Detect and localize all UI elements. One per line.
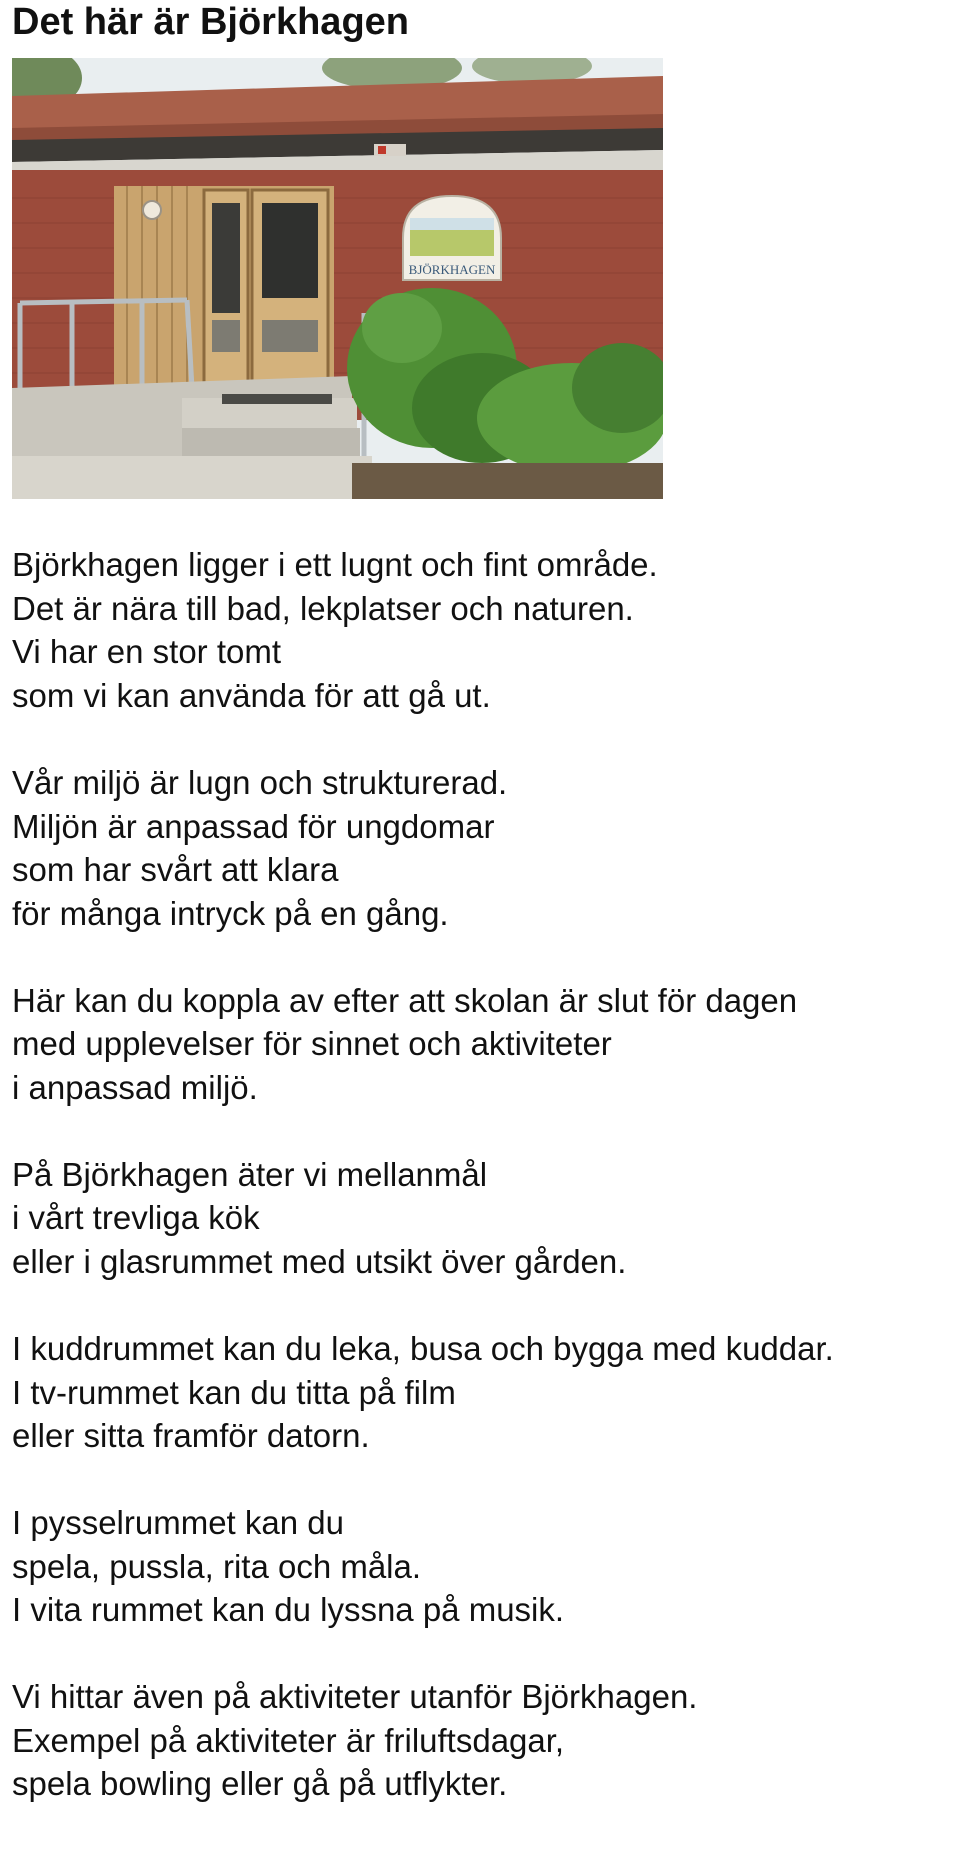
text-line: I kuddrummet kan du leka, busa och bygga med kuddar. bbox=[12, 1329, 834, 1367]
text-line: eller sitta framför datorn. bbox=[12, 1417, 370, 1455]
text-line: i anpassad miljö. bbox=[12, 1069, 258, 1107]
sign-text: BJÖRKHAGEN bbox=[408, 262, 496, 277]
paragraph-rooms bbox=[12, 1327, 958, 1458]
text-line: Vår miljö är lugn och strukturerad. bbox=[12, 763, 508, 801]
text-line: Här kan du koppla av efter att skolan är slut för dagen bbox=[12, 981, 798, 1019]
text-line: spela bowling eller gå på utflykter. bbox=[12, 1765, 508, 1803]
text-line: i vårt trevliga kök bbox=[12, 1199, 260, 1237]
paragraph-snacks bbox=[12, 1153, 958, 1284]
text-line: I pysselrummet kan du bbox=[12, 1503, 344, 1541]
text-line: med upplevelser för sinnet och aktiviteter bbox=[12, 1025, 612, 1063]
body-text bbox=[12, 543, 958, 1849]
text-line: På Björkhagen äter vi mellanmål bbox=[12, 1155, 488, 1193]
text-line: Exempel på aktiviteter är friluftsdagar, bbox=[12, 1721, 565, 1759]
paragraph-location bbox=[12, 543, 958, 718]
paragraph-after-school bbox=[12, 979, 958, 1110]
text-line: för många intryck på en gång. bbox=[12, 894, 449, 932]
text-line: Miljön är anpassad för ungdomar bbox=[12, 807, 495, 845]
text-line: Björkhagen ligger i ett lugnt och fint område. bbox=[12, 546, 658, 583]
text-line: Det är nära till bad, lekplatser och naturen. bbox=[12, 589, 634, 627]
text-line: I tv-rummet kan du titta på film bbox=[12, 1373, 456, 1411]
text-line: Vi har en stor tomt bbox=[12, 633, 282, 671]
paragraph-crafts bbox=[12, 1501, 958, 1632]
paragraph-activities bbox=[12, 1675, 958, 1806]
text-line: som vi kan använda för att gå ut. bbox=[12, 677, 491, 715]
text-line: eller i glasrummet med utsikt över gården. bbox=[12, 1243, 627, 1281]
text-line: som har svårt att klara bbox=[12, 851, 339, 889]
page-title: Det här är Björkhagen bbox=[12, 1, 409, 43]
text-line: spela, pussla, rita och måla. bbox=[12, 1547, 422, 1585]
text-line: I vita rummet kan du lyssna på musik. bbox=[12, 1591, 565, 1629]
building-photo bbox=[12, 58, 663, 499]
text-line: Vi hittar även på aktiviteter utanför Björkhagen. bbox=[12, 1678, 698, 1716]
paragraph-environment bbox=[12, 761, 958, 936]
